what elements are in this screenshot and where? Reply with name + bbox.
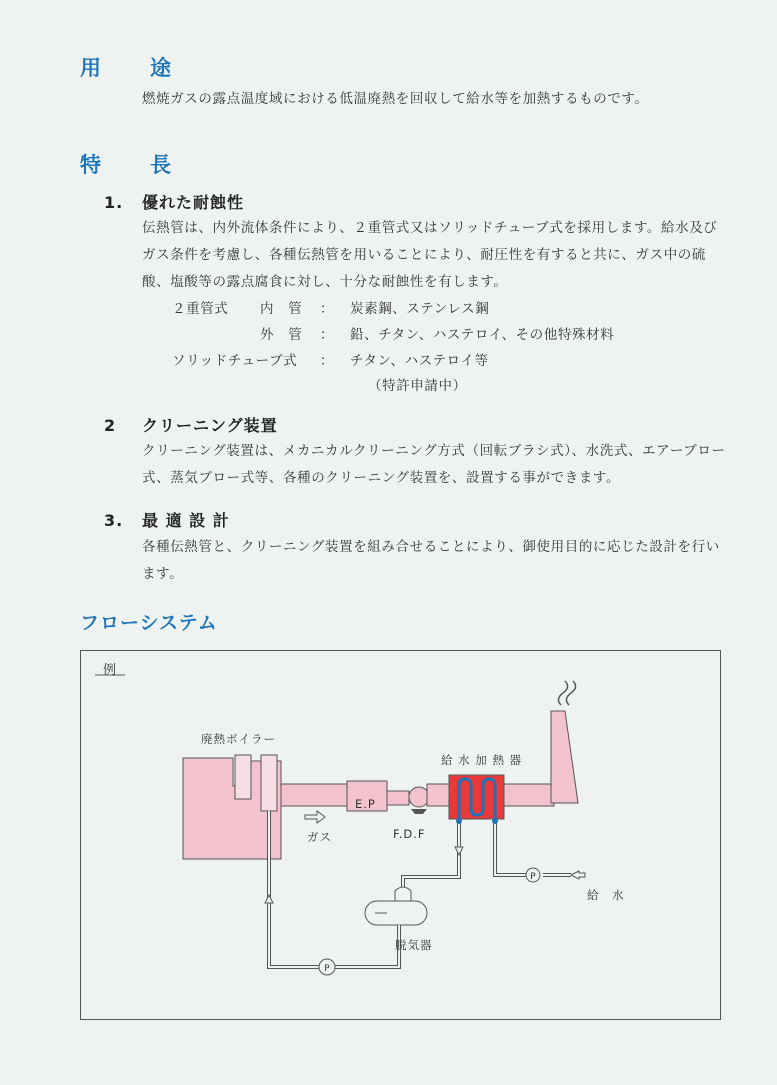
colon-1: ： — [320, 301, 335, 317]
feature-3-heading: 3. 最 適 設 計 — [104, 511, 230, 530]
gas-duct-4 — [504, 784, 554, 806]
boiler-feed-pump-label: P — [324, 964, 330, 974]
heater-label: 給 水 加 熱 器 — [441, 753, 523, 767]
inner-tube-label: 内 管 — [260, 301, 303, 317]
boiler-feed-pipe — [269, 811, 399, 967]
feedwater-pipe — [495, 821, 539, 875]
feature-2-text: クリーニング装置は、メカニカルクリーニング方式（回転ブラシ式）、水洗式、エアーブロー式、蒸気ブロー式等、各種のクリーニング装置を、設置する事ができます。 — [142, 443, 726, 486]
gas-duct-3 — [427, 784, 449, 806]
feature-1-text: 伝熱管は、内外流体条件により、２重管式又はソリッドチューブ式を採用します。給水及びガス条件を考慮し、各種伝熱管を用いることにより、耐圧性を有すると共に、ガス中の硫酸、塩酸等の露点腐食に対し、十分な耐蝕性を有します。 — [142, 220, 718, 290]
boiler-header-right — [261, 755, 277, 811]
boiler-label: 廃熱ボイラー — [201, 732, 276, 746]
solid-material: チタン、ハステロイ等 — [350, 353, 489, 369]
outer-material: 鉛、チタン、ハステロイ、その他特殊材料 — [350, 327, 615, 343]
boiler-header-left — [235, 755, 251, 799]
usage-heading: 用 途 — [80, 56, 172, 80]
gas-duct-2 — [387, 791, 409, 805]
fdf-label: F.D.F — [393, 827, 426, 841]
gas-label: ガス — [307, 830, 332, 844]
fdf-fan — [409, 787, 429, 807]
colon-2: ： — [320, 327, 335, 343]
inner-material: 炭素鋼、ステンレス鋼 — [350, 301, 490, 317]
example-label: 例 — [103, 663, 118, 678]
flow-arrow-up — [265, 895, 273, 903]
solid-tube-label: ソリッドチューブ式 — [172, 353, 298, 369]
feature-2-heading: 2 クリーニング装置 — [104, 416, 278, 435]
flow-system-heading: フローシステム — [80, 612, 218, 634]
double-tube-label: ２重管式 — [172, 301, 229, 317]
gas-arrow — [305, 811, 325, 823]
features-heading: 特 長 — [80, 153, 172, 177]
usage-text: 燃焼ガスの露点温度域における低温廃熱を回収して給水等を加熱するものです。 — [142, 91, 649, 107]
gas-duct-1 — [281, 784, 347, 806]
feedwater-label: 給 水 — [587, 888, 625, 902]
flow-arrow-down — [455, 847, 463, 855]
deaerator-label: 脱気器 — [395, 938, 433, 952]
feedwater-pump-label: P — [530, 872, 536, 882]
feature-3-text: 各種伝熱管と、クリーニング装置を組み合せることにより、御使用目的に応じた設計を行います。 — [142, 539, 720, 582]
stack — [551, 711, 578, 803]
deaerator-dome — [395, 887, 411, 901]
feature-1-heading: 1. 優れた耐蝕性 — [104, 193, 245, 212]
colon-3: ： — [320, 353, 335, 369]
fdf-fan-base — [411, 809, 427, 814]
deaerator-tank — [365, 901, 427, 925]
pipe-joint-left — [456, 818, 462, 824]
outer-tube-label: 外 管 — [260, 327, 303, 343]
flow-diagram — [80, 650, 721, 1020]
pipe-joint-right — [492, 818, 498, 824]
feedwater-arrow — [571, 871, 585, 879]
patent-note: （特許申請中） — [368, 378, 467, 394]
ep-label: E.P — [355, 797, 376, 811]
